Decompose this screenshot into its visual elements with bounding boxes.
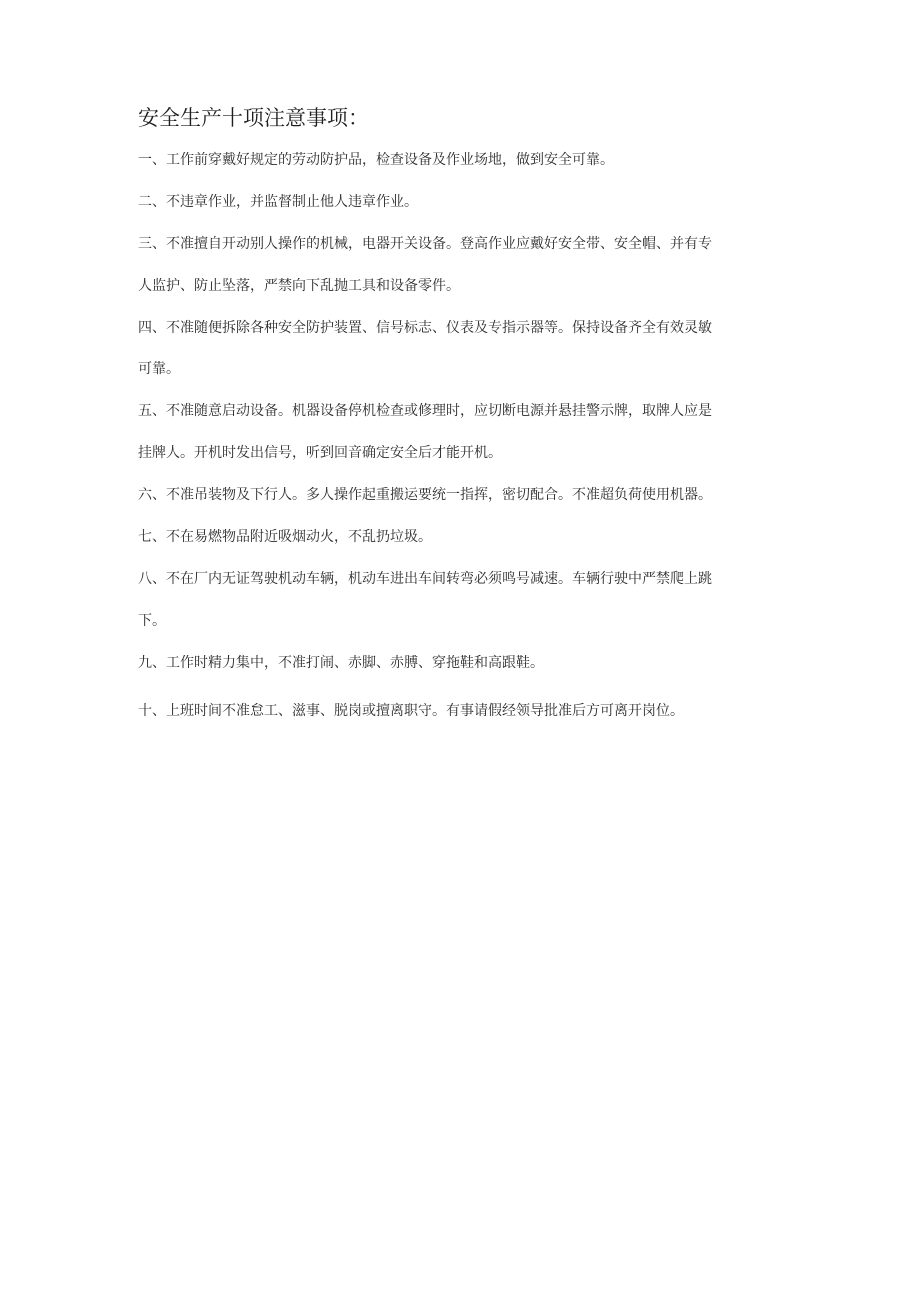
rule-9-line: 九、工作时精力集中，不准打闹、赤脚、赤膊、穿拖鞋和高跟鞋。: [138, 655, 544, 671]
rule-4-line-1: 四、不准随便拆除各种安全防护装置、信号标志、仪表及专指示器等。保持设备齐全有效灵敏: [138, 320, 712, 336]
rule-4-line-2: 可靠。: [138, 361, 180, 377]
rule-8-line-1: 八、不在厂内无证驾驶机动车辆，机动车进出车间转弯必须鸣号减速。车辆行驶中严禁爬上跳: [138, 571, 712, 587]
document-title: 安全生产十项注意事项：: [138, 106, 369, 130]
rule-2-line: 二、不违章作业，并监督制止他人违章作业。: [138, 194, 418, 210]
rule-10-line: 十、上班时间不准怠工、滋事、脱岗或擅离职守。有事请假经领导批准后方可离开岗位。: [138, 703, 684, 719]
rule-8-line-2: 下。: [138, 613, 166, 629]
rule-5-line-2: 挂牌人。开机时发出信号，听到回音确定安全后才能开机。: [138, 445, 502, 461]
rule-3-line-1: 三、不准擅自开动别人操作的机械，电器开关设备。登高作业应戴好安全带、安全帽、并有专: [138, 236, 712, 252]
rule-1-line: 一、工作前穿戴好规定的劳动防护品，检查设备及作业场地，做到安全可靠。: [138, 152, 614, 168]
rule-7-line: 七、不在易燃物品附近吸烟动火，不乱扔垃圾。: [138, 529, 432, 545]
rule-3-line-2: 人监护、防止坠落，严禁向下乱抛工具和设备零件。: [138, 278, 460, 294]
rule-6-line: 六、不准吊装物及下行人。多人操作起重搬运要统一指挥，密切配合。不准超负荷使用机器。: [138, 487, 712, 503]
rule-5-line-1: 五、不准随意启动设备。机器设备停机检查或修理时，应切断电源并悬挂警示牌，取牌人应是: [138, 403, 712, 419]
